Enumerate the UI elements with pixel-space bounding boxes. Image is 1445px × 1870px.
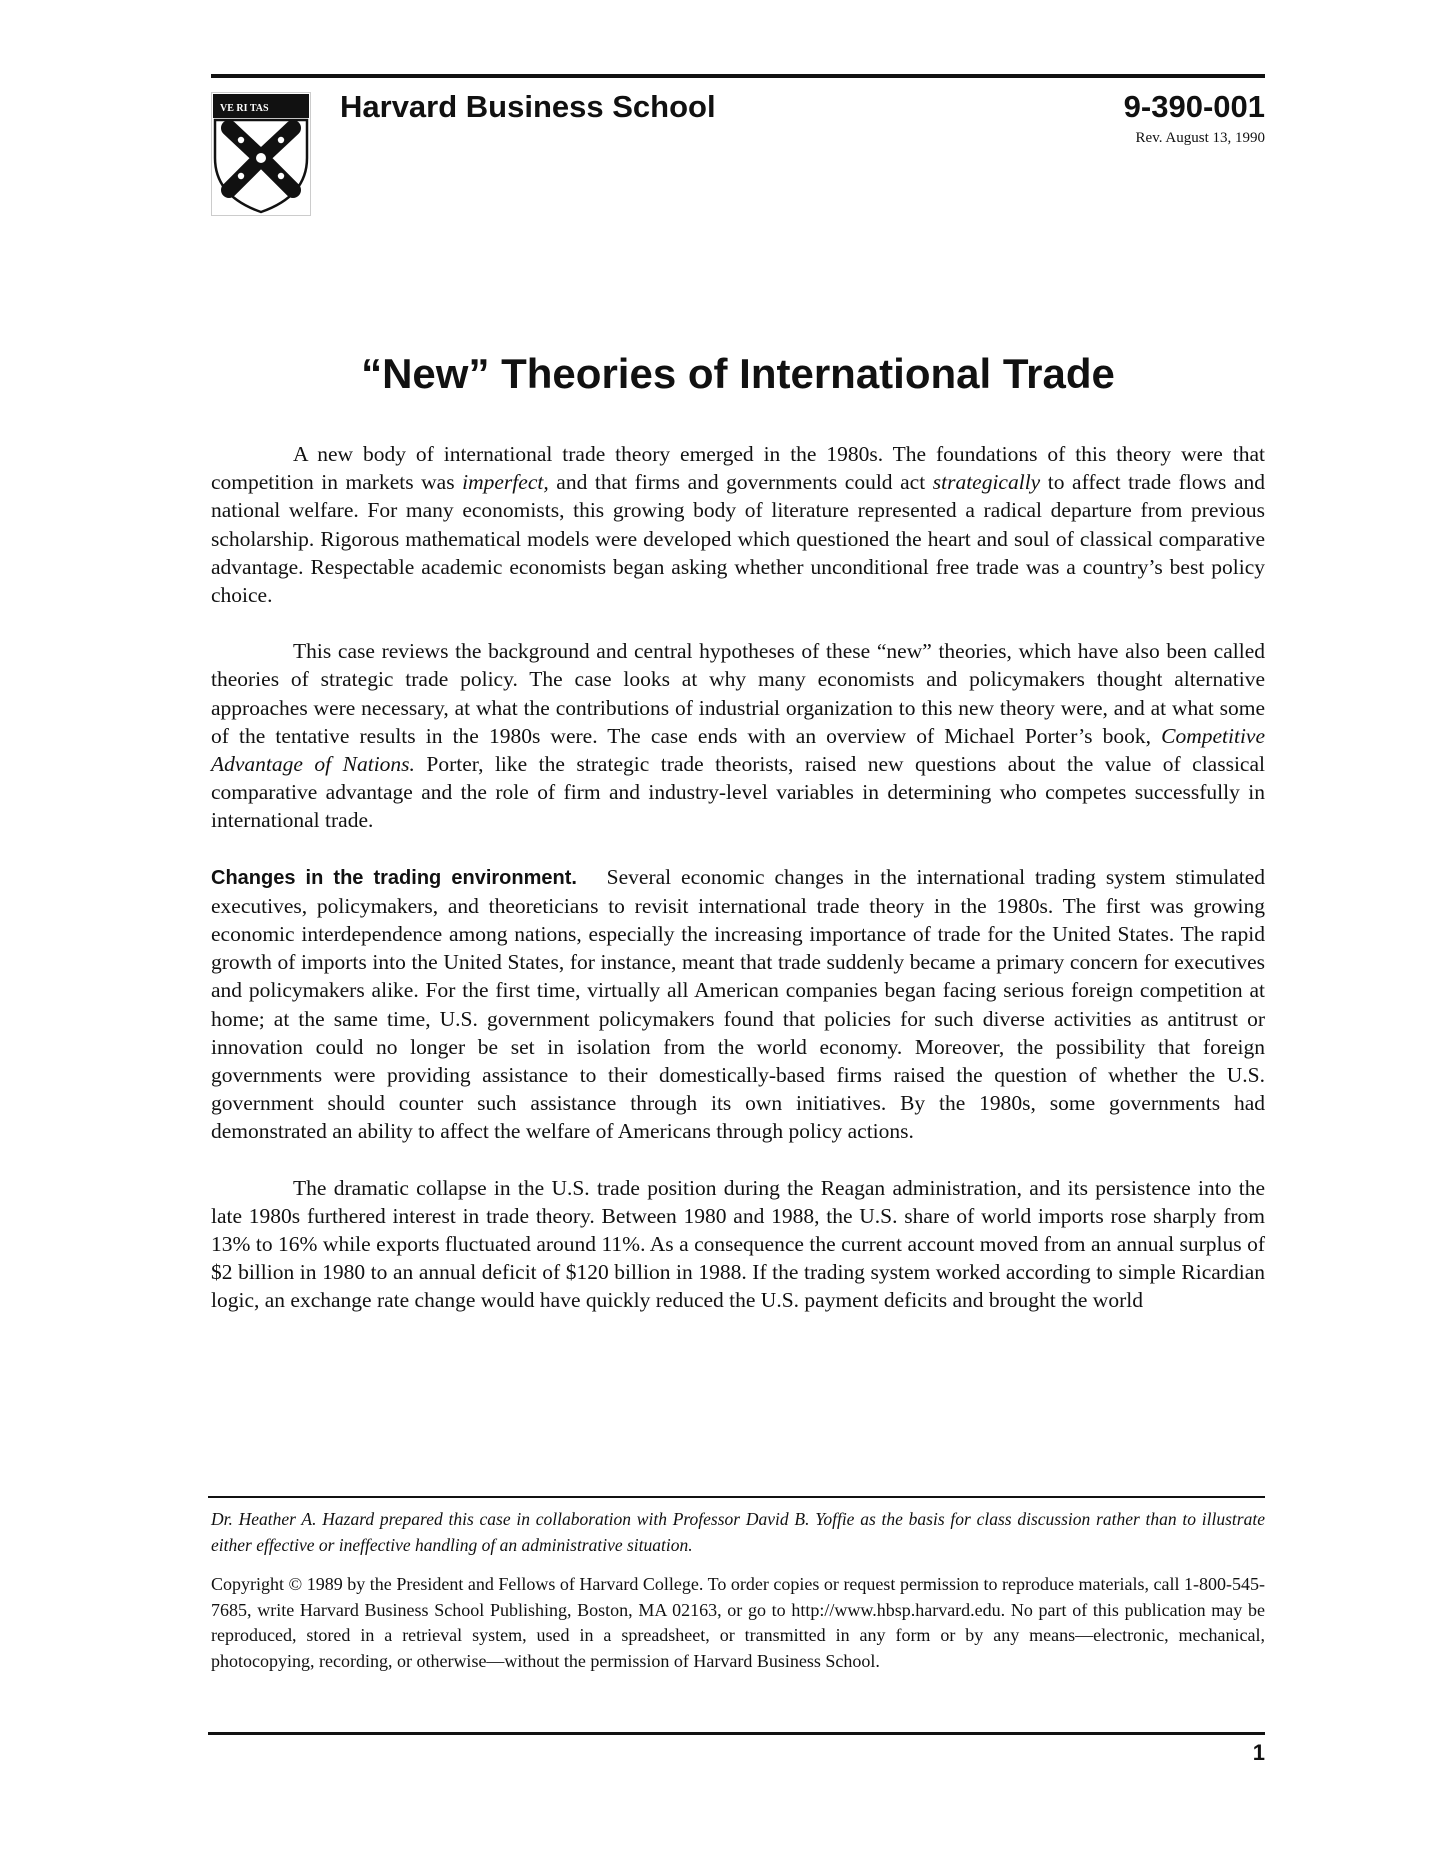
author-note: Dr. Heather A. Hazard prepared this case in collaboration with Professor David B. Yoffie as the basis for class discussion rather than to illustrate either effective or ineffective handling of an administrative situation. [211, 1509, 1265, 1555]
footer-rule [208, 1732, 1265, 1735]
paragraph-3: Changes in the trading environment. Several economic changes in the international trading system stimulated executives, policymakers, and theoreticians to revisit international trade theory in the 1980s. The first was growing economic interdependence among nations, especially the increasing importance of trade for the United States. The rapid growth of imports into the United States, for instance, meant that trade suddenly became a primary concern for executives and policymakers alike. For the first time, virtually all American companies began facing serious foreign competition at home; at the same time, U.S. government policymakers found that policies for such diverse activities as antitrust or innovation could no longer be set in isolation from the world economy. Moreover, the possibility that foreign governments were providing assistance to their domestically-based firms raised the question of whether the U.S. government should counter such assistance through its own initiatives. By the 1980s, some governments had demonstrated an ability to affect the welfare of Americans through policy actions. [211, 864, 1266, 1144]
case-number: 9-390-001 [1123, 89, 1265, 124]
emphasis-strategically: strategically [932, 470, 1041, 495]
footnote-rule [208, 1496, 1265, 1498]
document-title: “New” Theories of International Trade [361, 350, 1115, 397]
page-number: 1 [1252, 1740, 1265, 1765]
emphasis-imperfect: imperfect, [462, 470, 549, 495]
paragraph-2: This case reviews the background and central hypotheses of these “new” theories, which have also been called theories of strategic trade policy. The case looks at why many economists and policymakers thought alternative approaches were necessary, at what the contributions of industrial organization to this new theory were, and at what some of the tentative results in the 1980s were. The case ends with an overview of Michael Porter’s book, Competitive Advantage of Nations. Porter, like the strategic trade theorists, raised new questions about the value of classical comparative advantage and the role of firm and industry-level variables in determining who competes successfully in international trade. [211, 639, 1265, 833]
paragraph-1: A new body of international trade theory emerged in the 1980s. The foundations of this theory were that competition in markets was imperfect, and that firms and governments could act strategically to affect trade flows and national welfare. For many economists, this growing body of literature represented a radical departure from previous scholarship. Rigorous mathematical models were developed which questioned the heart and soul of classical comparative advantage. Respectable academic economists began asking whether unconditional free trade was a country’s best policy choice. [211, 442, 1266, 608]
revision-date: Rev. August 13, 1990 [1135, 130, 1265, 146]
header-rule [211, 74, 1265, 78]
copyright-notice: Copyright © 1989 by the President and Fellows of Harvard College. To order copies or request permission to reproduce materials, call 1-800-545-7685, write Harvard Business School Publishing, Boston, MA 02163, or go to http://www.hbsp.harvard.edu. No part of this publication may be reproduced, stored in a retrieval system, used in a spreadsheet, or transmitted in any form or by any means—electronic, mechanical, photocopying, recording, or otherwise—without the permission of Harvard Business School. [211, 1574, 1265, 1671]
harvard-shield-icon [211, 92, 311, 216]
body-text [211, 440, 1265, 1315]
book-title: Competitive Advantage of Nations. [211, 723, 1265, 777]
paragraph-4: The dramatic collapse in the U.S. trade position during the Reagan administration, and its persistence into the late 1980s furthered interest in trade theory. Between 1980 and 1988, the U.S. share of world imports rose sharply from 13% to 16% while exports fluctuated around 11%. As a consequence the current account moved from an annual surplus of $2 billion in 1980 to an annual deficit of $120 billion in 1988. If the trading system worked according to simple Ricardian logic, an exchange rate change would have quickly reduced the U.S. payment deficits and brought the world [211, 1175, 1265, 1313]
section-heading: Changes in the trading environment. [211, 866, 577, 889]
logo-veritas-text: VE RI TAS [220, 103, 269, 114]
school-name: Harvard Business School [340, 89, 716, 124]
